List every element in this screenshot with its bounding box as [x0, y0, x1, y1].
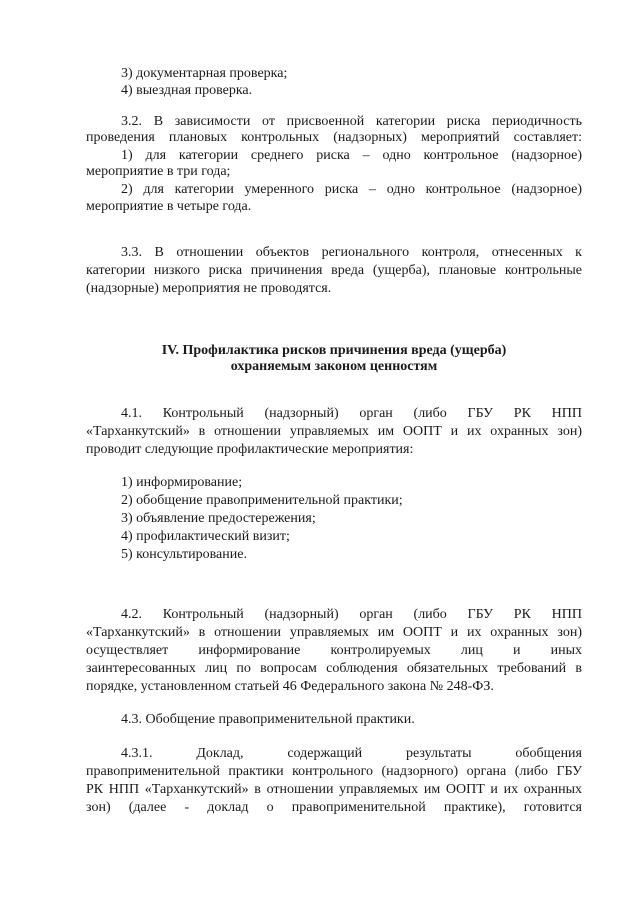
paragraph-line: зон) (далее - доклад о правоприменительной практике), готовится: [86, 800, 582, 815]
paragraph-line: 4.3. Обобщение правоприменительной практики.: [121, 712, 415, 727]
paragraph-line: (надзорные) мероприятия не проводятся.: [86, 281, 332, 296]
paragraph-line: «Тарханкутский» в отношении управляемых им ООПТ и их охранных зон): [86, 424, 582, 439]
paragraph-line: правоприменительной практики контрольного (надзорного) органа (либо ГБУ: [86, 764, 582, 779]
list-item: 3) объявление предостережения;: [121, 511, 316, 526]
paragraph-line: 1) для категории среднего риска – одно контрольное (надзорное): [121, 148, 582, 163]
paragraph-line: порядке, установленном статьей 46 Федерального закона № 248-ФЗ.: [86, 679, 494, 694]
paragraph-line: заинтересованных лиц по вопросам соблюдения обязательных требований в: [86, 661, 582, 676]
paragraph-line: 4.2. Контрольный (надзорный) орган (либо ГБУ РК НПП: [121, 607, 582, 622]
paragraph-line: 4.3.1. Доклад, содержащий результаты обобщения: [121, 746, 582, 761]
paragraph-line: мероприятие в три года;: [86, 164, 231, 179]
section-heading: охраняемым законом ценностям: [230, 359, 438, 374]
paragraph-line: осуществляет информирование контролируемых лиц и иных: [86, 643, 582, 658]
list-item: 2) обобщение правоприменительной практики;: [121, 493, 403, 508]
paragraph-line: 2) для категории умеренного риска – одно контрольное (надзорное): [121, 182, 582, 197]
paragraph-line: 3.2. В зависимости от присвоенной категории риска периодичность: [121, 114, 582, 129]
section-heading: IV. Профилактика рисков причинения вреда (ущерба): [161, 343, 507, 358]
paragraph-line: «Тарханкутский» в отношении управляемых им ООПТ и их охранных зон): [86, 625, 582, 640]
paragraph-line: мероприятие в четыре года.: [86, 199, 252, 214]
paragraph-line: проводит следующие профилактические мероприятия:: [86, 442, 414, 457]
paragraph-line: РК НПП «Тарханкутский» в отношении управляемых им ООПТ и их охранных: [86, 782, 582, 797]
paragraph-line: проведения плановых контрольных (надзорных) мероприятий составляет:: [86, 130, 582, 145]
list-item: 3) документарная проверка;: [121, 66, 288, 81]
list-item: 5) консультирование.: [121, 547, 247, 562]
paragraph-line: 3.3. В отношении объектов регионального контроля, отнесенных к: [121, 245, 582, 260]
list-item: 1) информирование;: [121, 475, 243, 490]
list-item: 4) профилактический визит;: [121, 529, 290, 544]
list-item: 4) выездная проверка.: [121, 83, 253, 98]
paragraph-line: 4.1. Контрольный (надзорный) орган (либо ГБУ РК НПП: [121, 406, 582, 421]
paragraph-line: категории низкого риска причинения вреда (ущерба), плановые контрольные: [86, 263, 582, 278]
